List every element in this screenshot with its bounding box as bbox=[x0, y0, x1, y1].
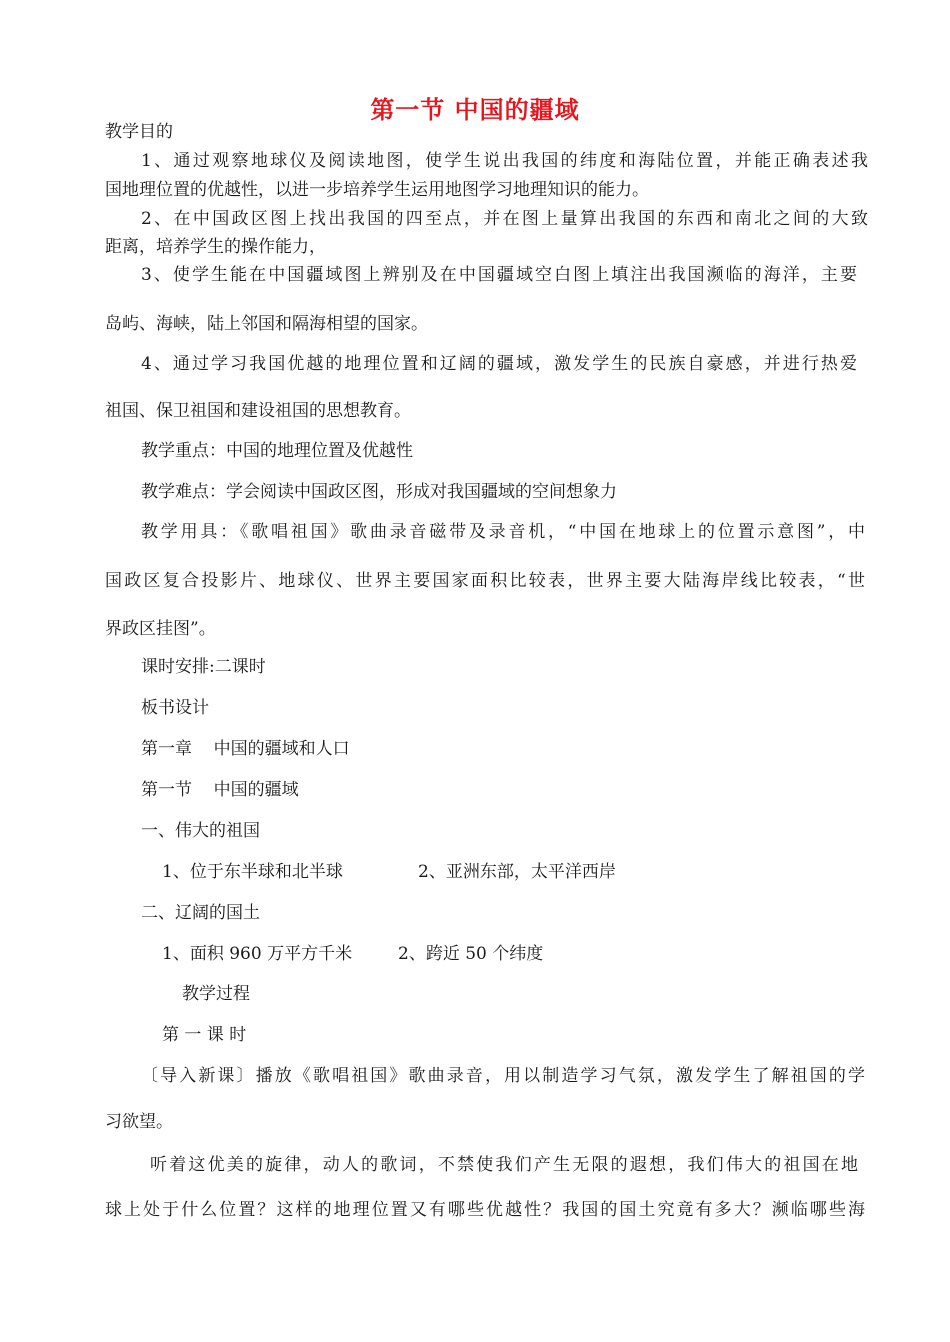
lesson-heading: 第 一 课 时 bbox=[162, 1025, 247, 1045]
board-section: 第一节 中国的疆域 bbox=[141, 780, 299, 800]
paragraph-line-1: 听着这优美的旋律，动人的歌词，不禁使我们产生无限的遐想，我们伟大的祖国在地 bbox=[150, 1155, 858, 1175]
objectives-heading: 教学目的 bbox=[105, 122, 173, 142]
objective-1-line-2: 国地理位置的优越性，以进一步培养学生运用地图学习地理知识的能力。 bbox=[105, 180, 649, 200]
objective-3-line-1: 3、使学生能在中国疆域图上辨别及在中国疆域空白图上填注出我国濒临的海洋，主要 bbox=[141, 265, 857, 285]
board-part-2-item-1: 1、面积 960 万平方千米 bbox=[162, 944, 353, 964]
tools-line-3: 界政区挂图”。 bbox=[105, 619, 216, 639]
intro-line-1: 〔导入新课〕播放《歌唱祖国》歌曲录音，用以制造学习气氛，激发学生了解祖国的学 bbox=[141, 1066, 865, 1086]
process-heading: 教学过程 bbox=[182, 984, 250, 1004]
objective-1-line-1: 1、通过观察地球仪及阅读地图，使学生说出我国的纬度和海陆位置，并能正确表述我 bbox=[141, 151, 868, 171]
board-chapter: 第一章 中国的疆域和人口 bbox=[141, 739, 350, 759]
objective-2-line-1: 2、在中国政区图上找出我国的四至点，并在图上量算出我国的东西和南北之间的大致 bbox=[141, 209, 868, 229]
schedule: 课时安排:二课时 bbox=[141, 657, 266, 677]
board-part-1-item-2: 2、亚洲东部，太平洋西岸 bbox=[418, 862, 616, 882]
objective-4-line-2: 祖国、保卫祖国和建设祖国的思想教育。 bbox=[105, 401, 411, 421]
board-part-1-item-1: 1、位于东半球和北半球 bbox=[162, 862, 343, 882]
difficulty: 教学难点：学会阅读中国政区图，形成对我国疆域的空间想象力 bbox=[141, 482, 617, 502]
paragraph-line-2: 球上处于什么位置？这样的地理位置又有哪些优越性？我国的国土究竟有多大？濒临哪些海 bbox=[105, 1200, 865, 1220]
board-part-1: 一、伟大的祖国 bbox=[141, 821, 260, 841]
objective-2-line-2: 距离，培养学生的操作能力， bbox=[105, 237, 326, 257]
key-point: 教学重点：中国的地理位置及优越性 bbox=[141, 441, 413, 461]
tools-line-1: 教学用具：《歌唱祖国》歌曲录音磁带及录音机，“中国在地球上的位置示意图”，中 bbox=[141, 522, 865, 542]
board-part-2: 二、辽阔的国土 bbox=[141, 903, 260, 923]
page-title: 第一节 中国的疆域 bbox=[370, 95, 580, 124]
board-part-2-item-2: 2、跨近 50 个纬度 bbox=[398, 944, 544, 964]
objective-4-line-1: 4、通过学习我国优越的地理位置和辽阔的疆域，激发学生的民族自豪感，并进行热爱 bbox=[141, 354, 857, 374]
tools-line-2: 国政区复合投影片、地球仪、世界主要国家面积比较表，世界主要大陆海岸线比较表，“世 bbox=[105, 571, 865, 591]
intro-line-2: 习欲望。 bbox=[105, 1112, 173, 1132]
objective-3-line-2: 岛屿、海峡，陆上邻国和隔海相望的国家。 bbox=[105, 314, 428, 334]
board-design-heading: 板书设计 bbox=[141, 698, 209, 718]
